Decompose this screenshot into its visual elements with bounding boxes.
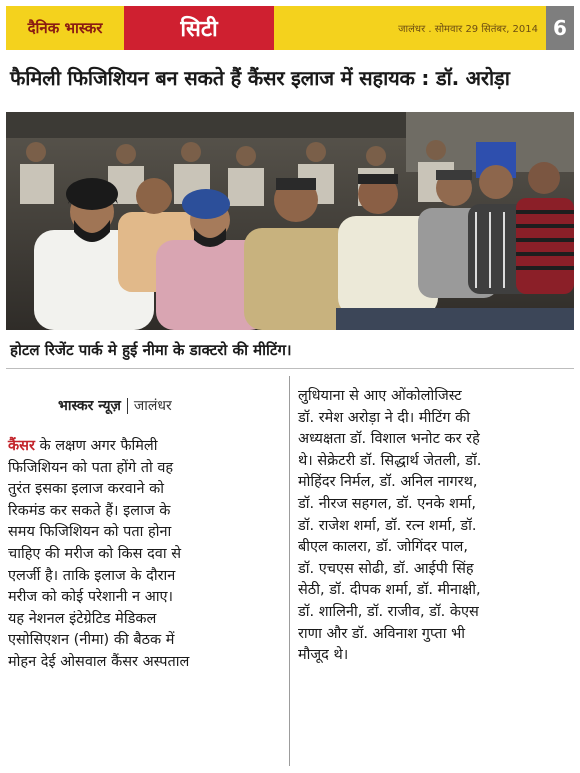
- byline-separator: [127, 398, 128, 414]
- article-line: थे। सेक्रेटरी डॉ. सिद्धार्थ जेतली, डॉ.: [298, 452, 482, 469]
- dateline: जालंधर . सोमवार 29 सितंबर, 2014: [274, 6, 546, 50]
- article-line: चाहिए की मरीज को किस दवा से: [8, 545, 182, 562]
- article-line: डॉ. राजेश शर्मा, डॉ. रत्न शर्मा, डॉ.: [298, 517, 477, 534]
- headline: फैमिली फिजिशियन बन सकते हैं कैंसर इलाज में सहायक : डॉ. अरोड़ा: [10, 66, 510, 90]
- article-line: एलर्जी है। ताकि इलाज के दौरान: [8, 567, 176, 584]
- page-number: 6: [546, 6, 574, 50]
- article-line: बीएल कालरा, डॉ. जोगिंदर पाल,: [298, 539, 468, 556]
- article-column-2: [298, 386, 574, 667]
- byline-city: जालंधर: [133, 398, 172, 414]
- article-line: डॉ. नीरज सहगल, डॉ. एनके शर्मा,: [298, 495, 476, 512]
- article-line: सेठी, डॉ. दीपक शर्मा, डॉ. मीनाक्षी,: [298, 582, 481, 599]
- article-line: मौजूद थे।: [298, 647, 349, 664]
- article-line: मोहन देई ओसवाल कैंसर अस्पताल: [8, 653, 190, 670]
- article-line: यह नेशनल इंटेग्रेटिड मेडिकल: [8, 610, 157, 627]
- article-line: मोहिंदर निर्मल, डॉ. अनिल नागरथ,: [298, 474, 478, 491]
- article-line: रिकमंड कर सकते हैं। इलाज के: [8, 502, 171, 519]
- section-title: सिटी: [124, 6, 274, 50]
- article-line: [8, 436, 280, 458]
- photo-caption: होटल रिजेंट पार्क मे हुई नीमा के डाक्टरो की मीटिंग।: [10, 341, 292, 359]
- meeting-photo-image: [6, 112, 574, 330]
- column-divider: [289, 376, 290, 766]
- article-line: एसोसिएशन (नीमा) की बैठक में: [8, 632, 175, 649]
- byline: [58, 396, 172, 415]
- masthead: [6, 6, 574, 50]
- article-line: डॉ. रमेश अरोड़ा ने दी। मीटिंग की: [298, 409, 471, 426]
- article-line: समय फिजिशियन को पता होना: [8, 524, 172, 541]
- article-line: डॉ. शालिनी, डॉ. राजीव, डॉ. केएस: [298, 603, 479, 620]
- article-line: डॉ. एचएस सोढी, डॉ. आईपी सिंह: [298, 560, 474, 577]
- article-line: मरीज को कोई परेशानी न आए।: [8, 589, 174, 606]
- article-column-1: [8, 436, 280, 674]
- article-line: तुरंत इसका इलाज करवाने को: [8, 481, 164, 498]
- byline-source: भास्कर न्यूज़: [58, 398, 121, 414]
- article-line: राणा और डॉ. अविनाश गुप्ता भी: [298, 625, 466, 642]
- article-line: लुधियाना से आए ओंकोलोजिस्ट: [298, 388, 462, 404]
- article-line: अध्यक्षता डॉ. विशाल भनोट कर रहे: [298, 431, 480, 448]
- brand-logo: दैनिक भास्कर: [6, 6, 124, 50]
- divider: [6, 368, 574, 369]
- lead-word: कैंसर: [8, 438, 35, 454]
- meeting-photo: [6, 112, 574, 330]
- lead-line-rest: के लक्षण अगर फैमिली: [34, 438, 158, 454]
- article-line: फिजिशियन को पता होंगे तो वह: [8, 459, 174, 476]
